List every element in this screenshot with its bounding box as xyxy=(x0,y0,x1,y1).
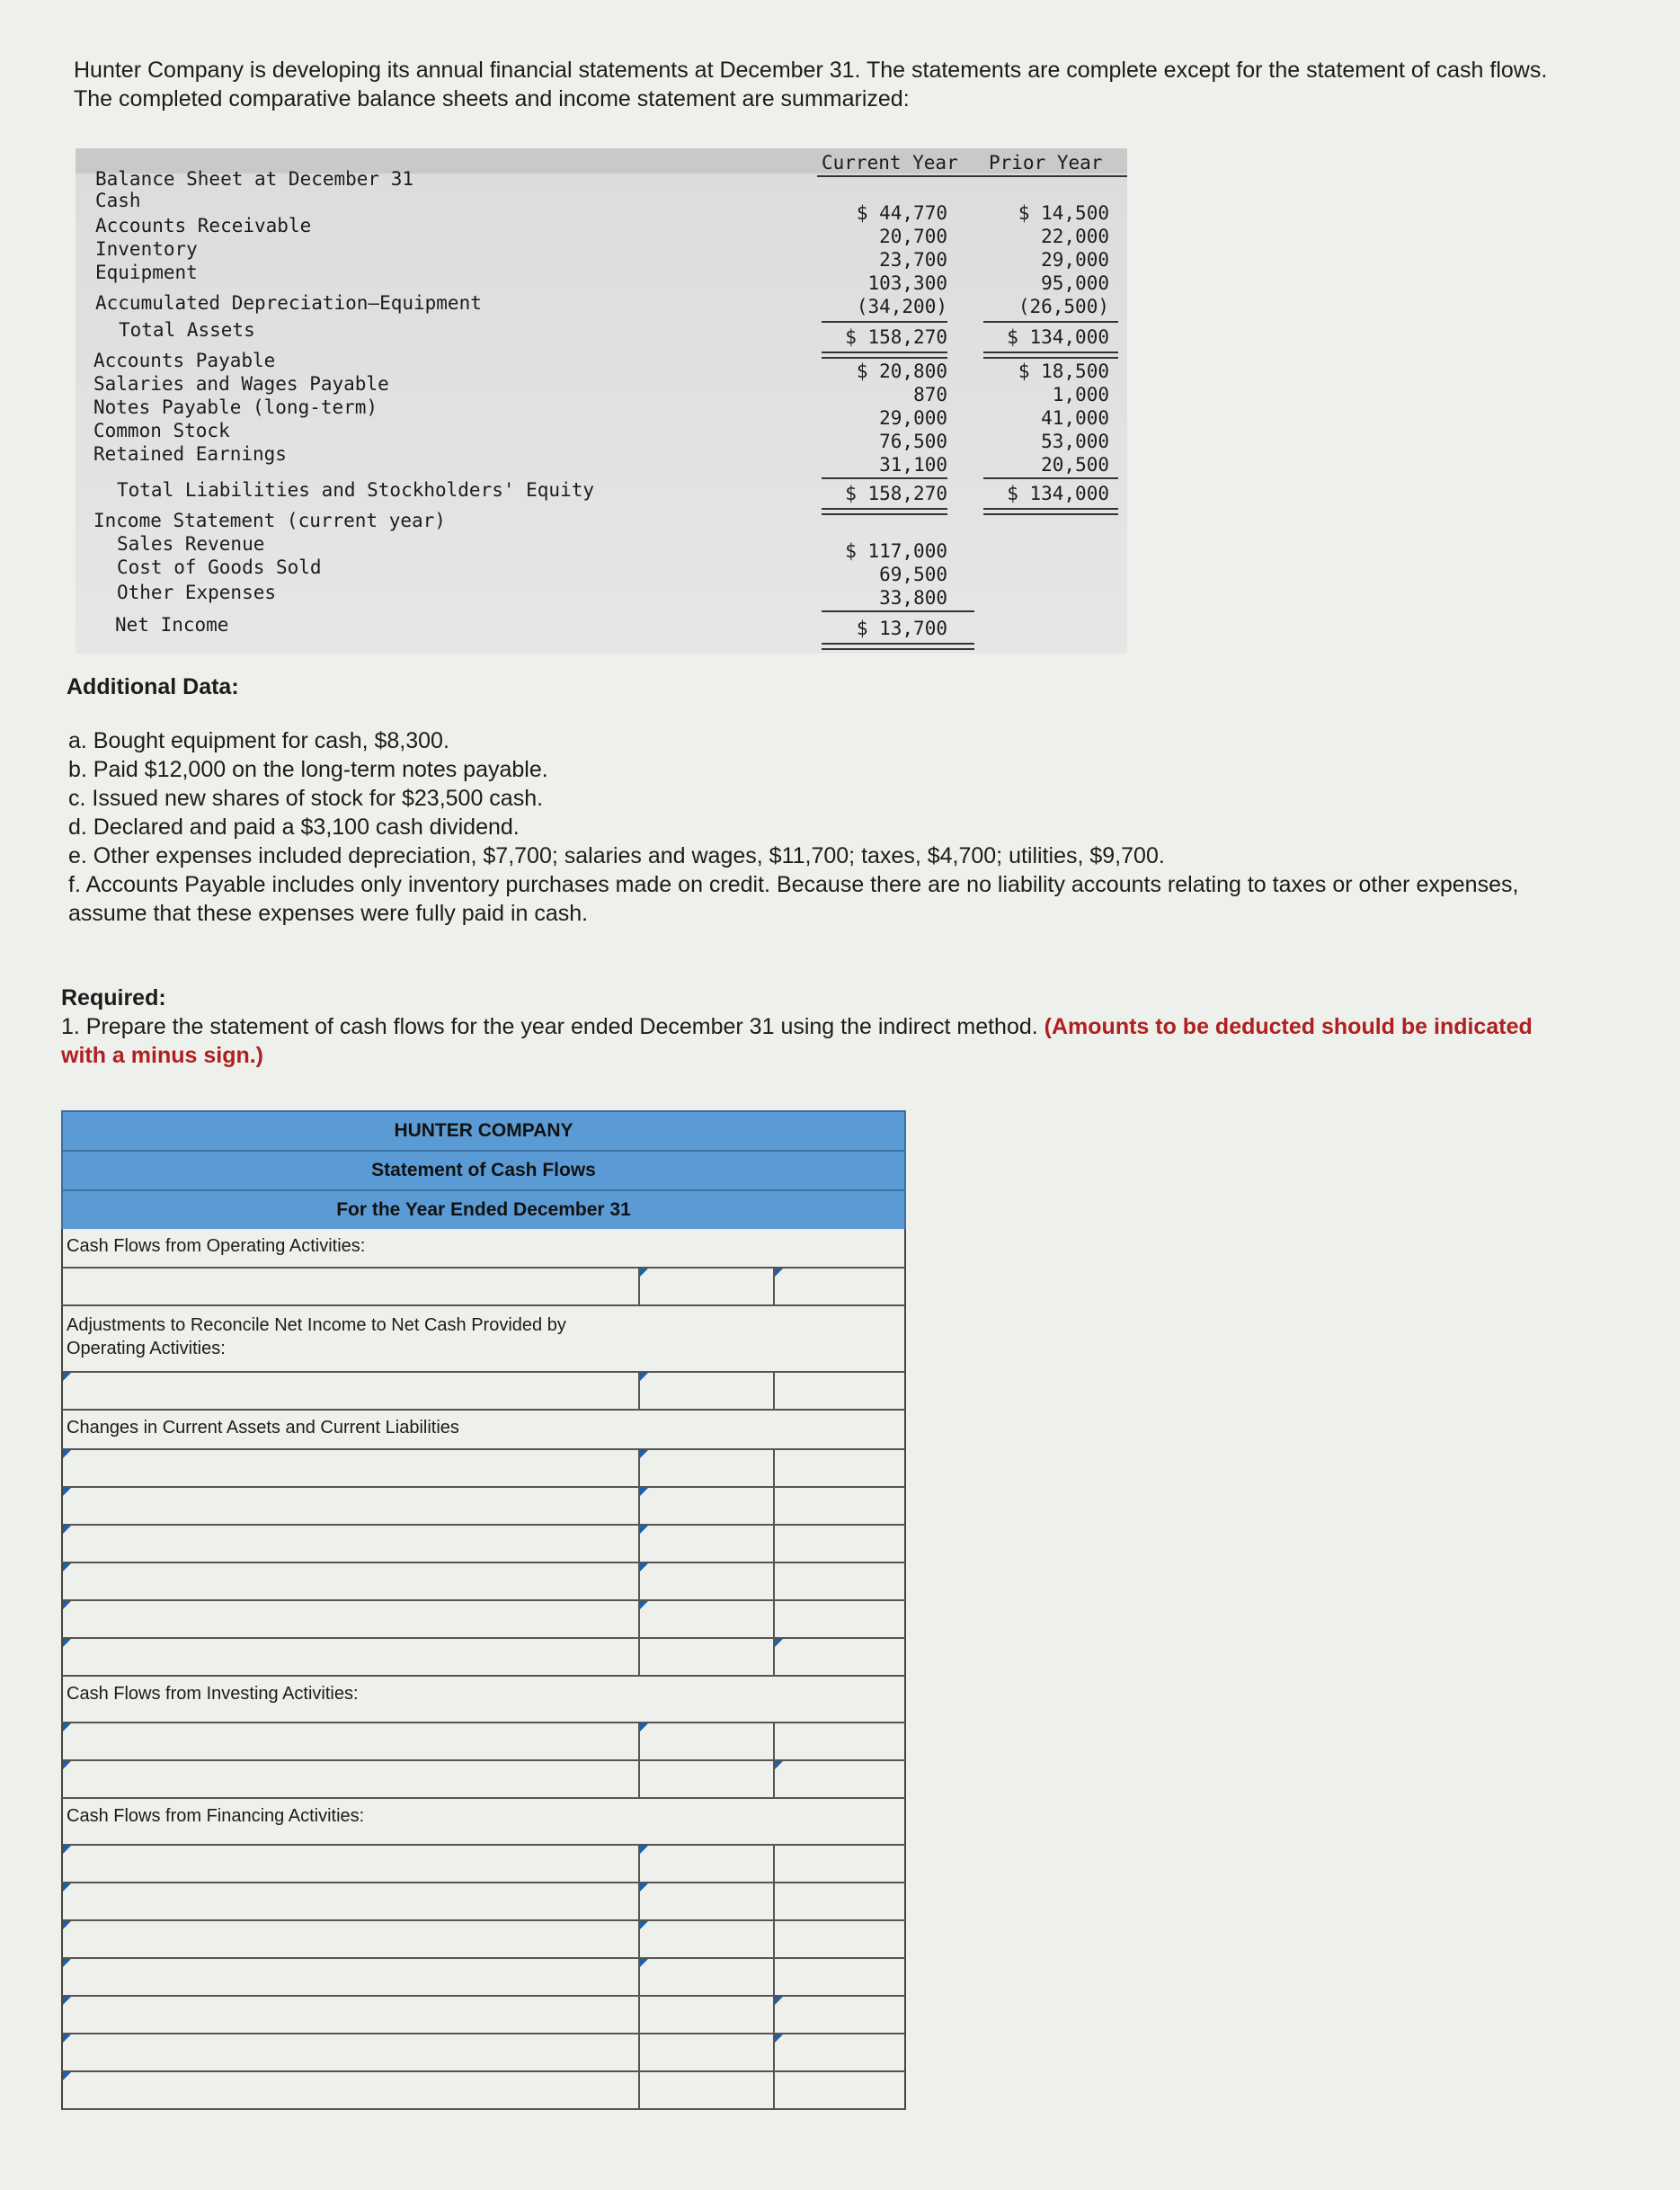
input-row xyxy=(61,1601,906,1639)
statement-period: For the Year Ended December 31 xyxy=(61,1189,906,1229)
dropdown-marker-icon xyxy=(640,1601,648,1609)
balance-sheet-title: Balance Sheet at December 31 xyxy=(95,168,414,190)
cell-prior: 95,000 xyxy=(1041,272,1109,294)
row-label: Accumulated Depreciation–Equipment xyxy=(95,292,482,314)
cell-prior: 22,000 xyxy=(1041,226,1109,247)
total-cell[interactable] xyxy=(775,1563,904,1599)
row-label: Retained Earnings xyxy=(93,443,287,465)
dropdown-marker-icon xyxy=(775,1639,783,1647)
dropdown-marker-icon xyxy=(640,1488,648,1496)
cell-prior: $ 18,500 xyxy=(1018,361,1109,382)
label-cell[interactable] xyxy=(63,1526,640,1562)
amount-cell[interactable] xyxy=(640,1921,775,1957)
dropdown-marker-icon xyxy=(775,1761,783,1769)
label-cell[interactable] xyxy=(63,1639,640,1675)
row-label: Cash xyxy=(95,190,141,211)
cell-prior: 29,000 xyxy=(1041,249,1109,271)
label-cell[interactable] xyxy=(63,1601,640,1637)
additional-data-title: Additional Data: xyxy=(67,674,239,699)
dropdown-marker-icon xyxy=(63,1488,71,1496)
amount-cell[interactable] xyxy=(640,1639,775,1675)
cell-current: 103,300 xyxy=(867,272,947,294)
dropdown-marker-icon xyxy=(63,1373,71,1381)
total-liabilities-label: Total Liabilities and Stockholders' Equity xyxy=(117,479,595,501)
subtotal-rule xyxy=(822,610,974,612)
column-header-prior: Prior Year xyxy=(989,152,1103,174)
adjustments-header: Adjustments to Reconcile Net Income to Net Cash Provided by Operating Activities: xyxy=(67,1315,566,1358)
financial-statements-table xyxy=(76,148,1127,652)
cell-current: 69,500 xyxy=(879,564,947,585)
problem-intro: Hunter Company is developing its annual financial statements at December 31. The statements are complete except for the statement of cash flows. The completed comparative balance sheets and income statement are summarized: xyxy=(74,58,1548,111)
total-double-rule xyxy=(822,508,947,515)
dropdown-marker-icon xyxy=(63,2034,71,2043)
additional-item-a: a. Bought equipment for cash, $8,300. xyxy=(68,728,449,753)
line-item-input[interactable] xyxy=(63,1269,638,1304)
cell-current: 23,700 xyxy=(879,249,947,271)
investing-header: Cash Flows from Investing Activities: xyxy=(67,1684,359,1704)
input-row xyxy=(61,1526,906,1563)
column-header-current: Current Year xyxy=(822,152,958,174)
amount-cell[interactable] xyxy=(640,1373,775,1409)
changes-header: Changes in Current Assets and Current Liabilities xyxy=(67,1418,459,1438)
input-row xyxy=(61,2072,906,2110)
additional-item-d: d. Declared and paid a $3,100 cash dividend. xyxy=(68,815,520,840)
subtotal-rule xyxy=(983,321,1118,323)
row-label: Inventory xyxy=(95,238,198,260)
additional-item-c: c. Issued new shares of stock for $23,500 cash. xyxy=(68,786,544,811)
row-label: Cost of Goods Sold xyxy=(117,556,322,578)
total-cell[interactable] xyxy=(775,1526,904,1562)
dropdown-marker-icon xyxy=(640,1373,648,1381)
label-cell[interactable] xyxy=(63,1846,640,1882)
amount-cell[interactable] xyxy=(640,1488,775,1524)
total-cell[interactable] xyxy=(775,1723,904,1759)
dropdown-marker-icon xyxy=(640,1563,648,1571)
cell-current: 20,700 xyxy=(879,226,947,247)
total-liabilities-current: $ 158,270 xyxy=(845,483,947,504)
input-row xyxy=(61,1883,906,1921)
dropdown-marker-icon xyxy=(640,1921,648,1929)
label-cell[interactable] xyxy=(63,1997,640,2033)
amount-cell[interactable] xyxy=(640,1601,775,1637)
cell-current: $ 20,800 xyxy=(856,361,947,382)
cell-current: (34,200) xyxy=(856,296,947,317)
label-cell[interactable] xyxy=(63,1450,640,1486)
cell-current: $ 117,000 xyxy=(845,540,947,562)
label-cell[interactable] xyxy=(63,1959,640,1995)
total-cell[interactable] xyxy=(775,1846,904,1882)
amount-cell[interactable] xyxy=(640,1269,775,1304)
cell-current: 76,500 xyxy=(879,431,947,452)
total-cell[interactable] xyxy=(775,1639,904,1675)
row-label: Accounts Payable xyxy=(93,350,276,371)
subtotal-rule xyxy=(983,477,1118,479)
amount-cell[interactable] xyxy=(640,2034,775,2070)
additional-item-f: f. Accounts Payable includes only inventory purchases made on credit. Because there are no liability accounts relating to taxes or other expenses, assume that these expenses were fully paid in cash. xyxy=(68,872,1519,926)
dropdown-marker-icon xyxy=(775,2034,783,2043)
dropdown-marker-icon xyxy=(775,1997,783,2005)
header-underline xyxy=(817,175,1127,177)
statement-title: Statement of Cash Flows xyxy=(61,1150,906,1189)
net-income-label: Net Income xyxy=(115,614,229,636)
required-note: (Amounts to be deducted should be indicated with a minus sign.) xyxy=(61,1014,1533,1068)
input-row xyxy=(61,1373,906,1411)
amount-cell[interactable] xyxy=(640,2072,775,2108)
investing-header-row xyxy=(61,1677,906,1723)
income-statement-title: Income Statement (current year) xyxy=(93,510,446,531)
total-cell[interactable] xyxy=(775,1959,904,1995)
cell-current: 29,000 xyxy=(879,407,947,429)
input-row xyxy=(61,1921,906,1959)
cell-prior: (26,500) xyxy=(1018,296,1109,317)
row-label: Equipment xyxy=(95,262,198,283)
total-cell[interactable] xyxy=(775,1269,904,1304)
input-row xyxy=(61,1846,906,1883)
input-row xyxy=(61,1761,906,1799)
total-cell[interactable] xyxy=(775,2072,904,2108)
amount-cell[interactable] xyxy=(640,1526,775,1562)
label-cell[interactable] xyxy=(63,2072,640,2108)
changes-header-row xyxy=(61,1411,906,1450)
dropdown-marker-icon xyxy=(63,2072,71,2080)
dropdown-marker-icon xyxy=(63,1563,71,1571)
total-double-rule xyxy=(822,643,974,650)
operating-header-row xyxy=(61,1229,906,1269)
total-assets-current: $ 158,270 xyxy=(845,326,947,348)
label-cell[interactable] xyxy=(63,1488,640,1524)
required-text xyxy=(61,1012,1553,1070)
row-label: Sales Revenue xyxy=(117,533,265,555)
cash-flow-statement-form xyxy=(61,1110,906,2110)
row-label: Other Expenses xyxy=(117,582,277,603)
total-cell[interactable] xyxy=(775,1601,904,1637)
row-label: Notes Payable (long-term) xyxy=(93,396,378,418)
row-label: Salaries and Wages Payable xyxy=(93,373,389,395)
input-row xyxy=(61,1269,906,1306)
total-cell[interactable] xyxy=(775,2034,904,2070)
total-cell[interactable] xyxy=(775,1450,904,1486)
amount-cell[interactable] xyxy=(640,1563,775,1599)
dropdown-marker-icon xyxy=(640,1959,648,1967)
input-row xyxy=(61,1959,906,1997)
dropdown-marker-icon xyxy=(63,1883,71,1892)
dropdown-marker-icon xyxy=(775,1269,783,1277)
row-label: Common Stock xyxy=(93,420,230,441)
total-cell[interactable] xyxy=(775,1883,904,1919)
input-row xyxy=(61,1488,906,1526)
total-cell[interactable] xyxy=(775,1997,904,2033)
total-assets-prior: $ 134,000 xyxy=(1007,326,1109,348)
label-cell[interactable] xyxy=(63,1723,640,1759)
total-liabilities-prior: $ 134,000 xyxy=(1007,483,1109,504)
cell-prior: 41,000 xyxy=(1041,407,1109,429)
label-cell[interactable] xyxy=(63,2034,640,2070)
additional-item-b: b. Paid $12,000 on the long-term notes payable. xyxy=(68,757,548,782)
amount-cell[interactable] xyxy=(640,1450,775,1486)
dropdown-marker-icon xyxy=(63,1526,71,1534)
label-cell[interactable] xyxy=(63,1563,640,1599)
input-row xyxy=(61,1639,906,1677)
dropdown-marker-icon xyxy=(63,1723,71,1732)
cell-prior: 1,000 xyxy=(1052,384,1109,405)
input-row xyxy=(61,1997,906,2034)
cell-prior: 20,500 xyxy=(1041,454,1109,476)
label-cell[interactable] xyxy=(63,1761,640,1797)
input-row xyxy=(61,1450,906,1488)
financing-header-row xyxy=(61,1799,906,1846)
dropdown-marker-icon xyxy=(63,1450,71,1458)
dropdown-marker-icon xyxy=(63,1997,71,2005)
adjustments-header-row xyxy=(61,1306,906,1373)
dropdown-marker-icon xyxy=(63,1921,71,1929)
dropdown-marker-icon xyxy=(63,1761,71,1769)
subtotal-rule xyxy=(822,477,947,479)
total-double-rule xyxy=(983,508,1118,515)
label-cell[interactable] xyxy=(63,1269,640,1304)
dropdown-marker-icon xyxy=(63,1959,71,1967)
dropdown-marker-icon xyxy=(640,1883,648,1892)
cell-prior: $ 14,500 xyxy=(1018,202,1109,224)
input-row xyxy=(61,2034,906,2072)
dropdown-marker-icon xyxy=(63,1846,71,1854)
label-cell[interactable] xyxy=(63,1921,640,1957)
label-cell[interactable] xyxy=(63,1373,640,1409)
amount-cell[interactable] xyxy=(640,1761,775,1797)
total-double-rule xyxy=(822,352,947,359)
dropdown-marker-icon xyxy=(640,1723,648,1732)
dropdown-marker-icon xyxy=(640,1450,648,1458)
amount-cell[interactable] xyxy=(640,1723,775,1759)
cell-current: $ 44,770 xyxy=(856,202,947,224)
total-cell[interactable] xyxy=(775,1761,904,1797)
amount-cell[interactable] xyxy=(640,1883,775,1919)
statement-company: HUNTER COMPANY xyxy=(61,1110,906,1150)
input-row xyxy=(61,1563,906,1601)
dropdown-marker-icon xyxy=(640,1846,648,1854)
required-title: Required: xyxy=(61,985,166,1010)
required-instruction: 1. Prepare the statement of cash flows for the year ended December 31 using the indirect method. xyxy=(61,1014,1038,1039)
dropdown-marker-icon xyxy=(63,1639,71,1647)
amount-cell[interactable] xyxy=(640,1959,775,1995)
dropdown-marker-icon xyxy=(640,1526,648,1534)
net-income-current: $ 13,700 xyxy=(856,618,947,639)
dropdown-marker-icon xyxy=(640,1269,648,1277)
total-cell[interactable] xyxy=(775,1921,904,1957)
total-assets-label: Total Assets xyxy=(119,319,255,341)
total-double-rule xyxy=(983,352,1118,359)
label-cell[interactable] xyxy=(63,1883,640,1919)
cell-current: 870 xyxy=(913,384,947,405)
additional-item-e: e. Other expenses included depreciation, $7,700; salaries and wages, $11,700; taxes, $4,700; utilities, $9,700. xyxy=(68,843,1165,868)
cell-current: 33,800 xyxy=(879,587,947,609)
subtotal-rule xyxy=(822,321,947,323)
cell-prior: 53,000 xyxy=(1041,431,1109,452)
row-label: Accounts Receivable xyxy=(95,215,312,236)
input-row xyxy=(61,1723,906,1761)
financing-header: Cash Flows from Financing Activities: xyxy=(67,1806,365,1826)
total-cell[interactable] xyxy=(775,1488,904,1524)
amount-cell[interactable] xyxy=(640,1846,775,1882)
total-cell[interactable] xyxy=(775,1373,904,1409)
amount-cell[interactable] xyxy=(640,1997,775,2033)
cell-current: 31,100 xyxy=(879,454,947,476)
dropdown-marker-icon xyxy=(63,1601,71,1609)
operating-header: Cash Flows from Operating Activities: xyxy=(67,1236,366,1256)
